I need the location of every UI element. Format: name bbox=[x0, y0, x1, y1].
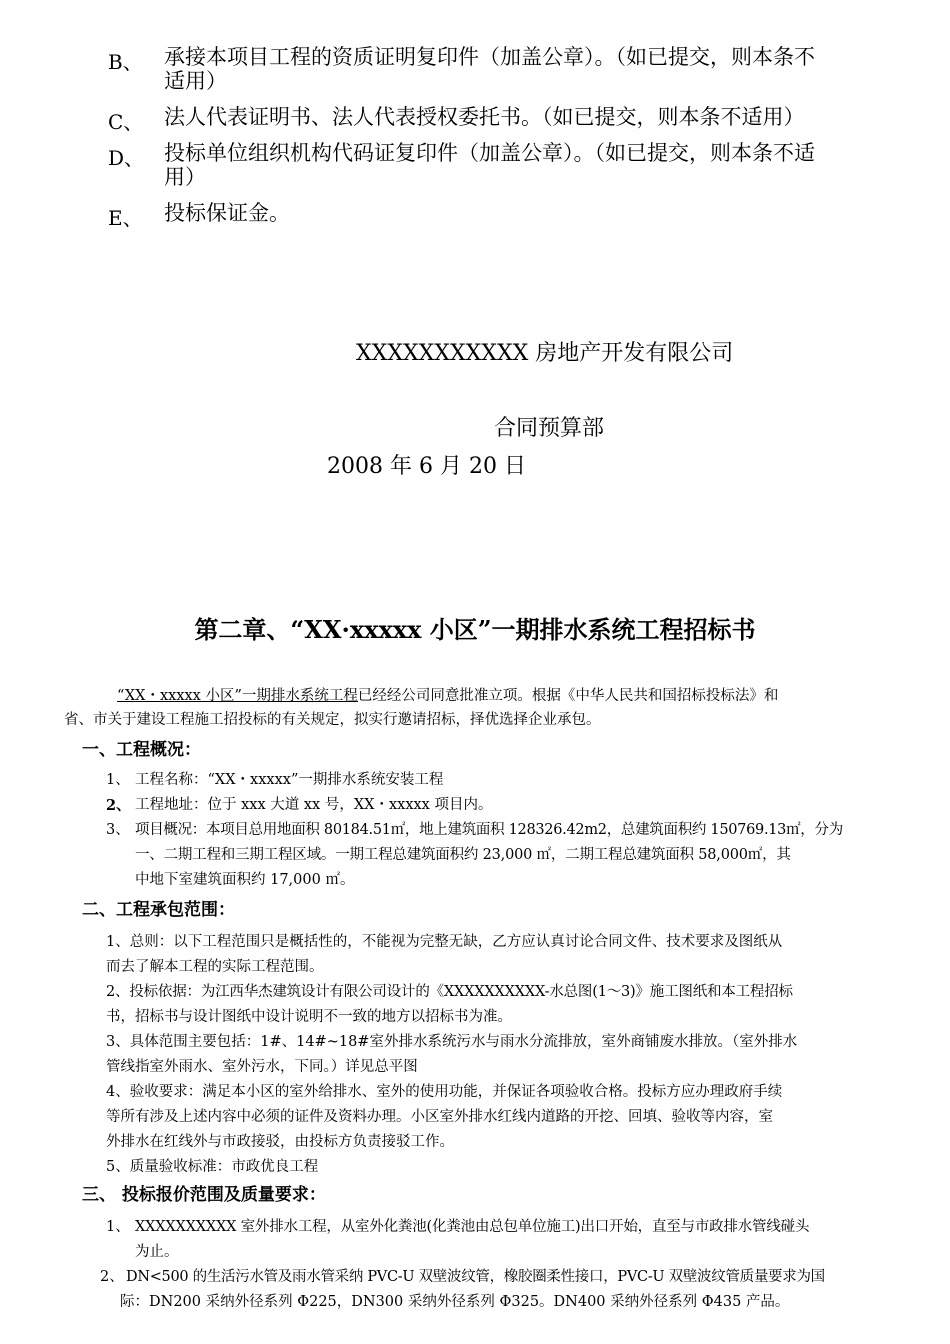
section3-heading: 三、 投标报价范围及质量要求： bbox=[82, 1185, 326, 1205]
section2-para2-line1: 2、投标依据：为江西华杰建筑设计有限公司设计的《XXXXXXXXXX-水总图(1～3)》施工图纸和本工程招标 bbox=[106, 984, 793, 1000]
department-name: 合同预算部 bbox=[494, 416, 605, 441]
document-date: 2008 年 6 月 20 日 bbox=[327, 454, 526, 479]
section3-item2-num: 2、 bbox=[100, 1269, 124, 1285]
section2-heading: 二、工程承包范围： bbox=[82, 900, 235, 920]
chapter-title: 第二章、“XX·xxxxx 小区”一期排水系统工程招标书 bbox=[194, 615, 756, 644]
section2-para4-line3: 外排水在红线外与市政接驳，由投标方负责接驳工作。 bbox=[106, 1134, 454, 1150]
list-letter-e: E、 bbox=[108, 206, 143, 230]
section1-item2-line1: 工程地址：位于 xxx 大道 xx 号，XX・xxxxx 项目内。 bbox=[135, 797, 493, 813]
section2-para1-line1: 1、总则：以下工程范围只是概括性的，不能视为完整无缺，乙方应认真讨论合同文件、技术要求及图纸从 bbox=[106, 934, 783, 950]
list-item-b-line2: 适用） bbox=[164, 69, 227, 93]
section3-item2-line1: DN<500 的生活污水管及雨水管采纳 PVC-U 双壁波纹管，橡胶圈柔性接口，PVC-U 双壁波纹管质量要求为国 bbox=[126, 1269, 825, 1285]
section3-item2-line2: 际：DN200 采纳外径系列 Φ225，DN300 采纳外径系列 Φ325。DN400 采纳外径系列 Φ435 产品。 bbox=[120, 1294, 790, 1310]
list-letter-c: C、 bbox=[108, 110, 144, 134]
list-item-d-line2: 用） bbox=[164, 165, 206, 189]
section2-para3-line1: 3、具体范围主要包括：1#、14#~18#室外排水系统污水与雨水分流排放，室外商铺废水排放。（室外排水 bbox=[106, 1034, 798, 1050]
section2-para1-line2: 而去了解本工程的实际工程范围。 bbox=[106, 959, 324, 975]
intro-line1-rest: 已经经公司同意批准立项。根据《中华人民共和国招标投标法》和 bbox=[357, 688, 779, 704]
section2-para2-line2: 书，招标书与设计图纸中设计说明不一致的地方以招标书为准。 bbox=[106, 1009, 512, 1025]
section1-item3-num: 3、 bbox=[106, 822, 130, 838]
section1-item2-num: 2、 bbox=[106, 797, 131, 814]
section1-item1-num: 1、 bbox=[106, 772, 130, 788]
list-letter-d: D、 bbox=[108, 146, 145, 170]
list-item-b-line1: 承接本项目工程的资质证明复印件（加盖公章）。（如已提交，则本条不 bbox=[164, 45, 815, 69]
company-name: XXXXXXXXXXX 房地产开发有限公司 bbox=[356, 341, 734, 366]
section3-item1-num: 1、 bbox=[106, 1219, 130, 1235]
section2-para4-line2: 等所有涉及上述内容中必须的证件及资料办理。小区室外排水红线内道路的开挖、回填、验收等内容，室 bbox=[106, 1109, 773, 1125]
intro-line1 bbox=[117, 684, 778, 709]
list-item-d-line1: 投标单位组织机构代码证复印件（加盖公章）。（如已提交，则本条不适 bbox=[164, 141, 815, 165]
section1-item3-line2: 一、二期工程和三期工程区域。一期工程总建筑面积约 23,000 ㎡，二期工程总建筑面积 58,000㎡，其 bbox=[135, 847, 791, 863]
section1-item1-line1: 工程名称：“XX・xxxxx”一期排水系统安装工程 bbox=[135, 772, 444, 788]
section2-para3-line2: 管线指室外雨水、室外污水，下同。）详见总平图 bbox=[106, 1059, 418, 1075]
list-item-e-line1: 投标保证金。 bbox=[164, 201, 290, 225]
section3-item1-line2: 为止。 bbox=[135, 1244, 179, 1260]
list-item-c-line1: 法人代表证明书、法人代表授权委托书。（如已提交，则本条不适用） bbox=[164, 105, 805, 129]
intro-line2: 省、市关于建设工程施工招投标的有关规定，拟实行邀请招标，择优选择企业承包。 bbox=[64, 712, 601, 728]
section2-para4-line1: 4、验收要求：满足本小区的室外给排水、室外的使用功能，并保证各项验收合格。投标方应办理政府手续 bbox=[106, 1084, 783, 1100]
section3-item1-line1: XXXXXXXXXX 室外排水工程，从室外化粪池(化粪池由总包单位施工)出口开始，直至与市政排水管线碰头 bbox=[135, 1219, 810, 1235]
list-letter-b: B、 bbox=[108, 50, 143, 74]
project-name-underlined: “XX・xxxxx 小区”一期排水系统工程 bbox=[117, 688, 358, 704]
section1-item3-line3: 中地下室建筑面积约 17,000 ㎡。 bbox=[135, 872, 355, 888]
section1-item3-line1: 项目概况：本项目总用地面积 80184.51㎡，地上建筑面积 128326.42m2，总建筑面积约 150769.13㎡，分为 bbox=[135, 822, 843, 838]
section1-heading: 一、工程概况： bbox=[82, 740, 201, 760]
section2-para5-line1: 5、质量验收标准：市政优良工程 bbox=[106, 1159, 319, 1175]
